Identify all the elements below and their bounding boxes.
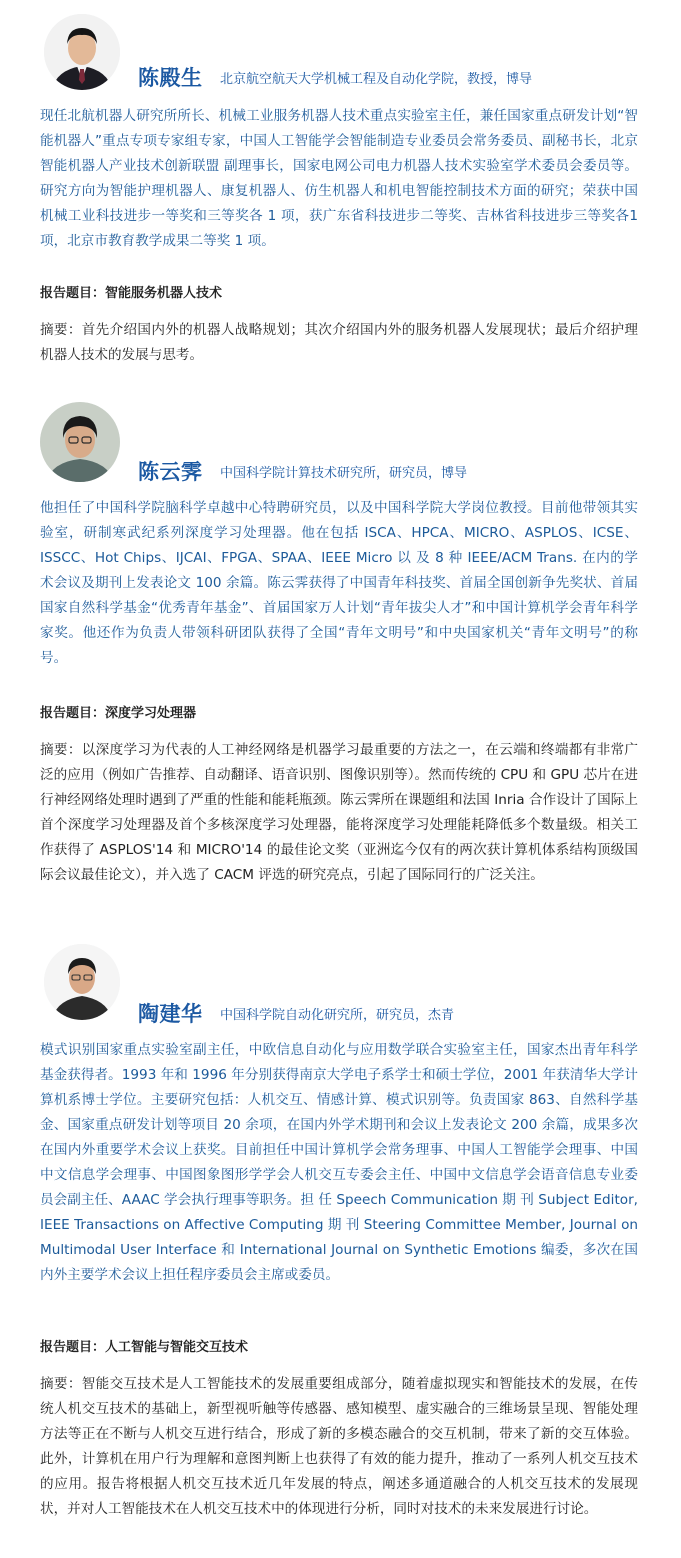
avatar — [44, 14, 120, 90]
speaker-name: 陶建华 — [138, 1002, 203, 1026]
avatar — [44, 944, 120, 1020]
speaker-name: 陈云霁 — [138, 460, 203, 484]
speaker-affiliation: 中国科学院计算技术研究所，研究员，博导 — [220, 466, 468, 481]
speaker-affiliation: 北京航空航天大学机械工程及自动化学院，教授，博导 — [220, 72, 533, 87]
speaker-bio: 现任北航机器人研究所所长、机械工业服务机器人技术重点实验室主任，兼任国家重点研发计划“智能机器人”重点专项专家组专家，中国人工智能学会智能制造专业委员会常务委员、副秘书长，北京智能机器人产业技术创新联盟 副理事长，国家电网公司电力机器人技术实验室学术委员会委员等。研究方向为智能护理机器人、康复机器人、仿生机器人和机电智能控制技术方面的研究；荣获中国机械工业科技进步一等奖和三等奖各 1 项，获广东省科技进步二等奖、吉林省科技进步三等奖各1项，北京市教育教学成果二等奖 1 项。 — [40, 108, 638, 249]
report-topic: 报告题目：人工智能与智能交互技术 — [40, 1340, 249, 1355]
speaker-bio: 模式识别国家重点实验室副主任，中欧信息自动化与应用数学联合实验室主任，国家杰出青年科学基金获得者。1993 年和 1996 年分别获得南京大学电子系学士和硕士学位，2001 年获清华大学计算机系博士学位。主要研究包括：人机交互、情感计算、模式识别等。负责国家 863、自然科学基金、国家重点研发计划等项目 20 余项，在国内外学术期刊和会议上发表论文 200 余篇，成果多次在国内外重要学术会议上获奖。目前担任中国计算机学会常务理事、中国人工智能学会理事、中国中文信息学会理事、中国图象图形学学会人机交互专委会主任、中国中文信息学会语音信息专业委员会副主任、AAAC 学会执行理事等职务。担 任 Speech Communication 期 刊 Subject Editor, IEEE Transactions on Affective Computing 期 刊 Steering Committee Member, Journal on Multimodal User Interface 和 International Journal on Synthetic Emotions 编委，多次在国内外主要学术会议上担任程序委员会主席或委员。 — [40, 1042, 638, 1283]
report-abstract: 摘要：首先介绍国内外的机器人战略规划；其次介绍国内外的服务机器人发展现状；最后介绍护理机器人技术的发展与思考。 — [40, 322, 638, 363]
report-topic: 报告题目：深度学习处理器 — [40, 706, 197, 721]
avatar — [40, 402, 120, 482]
report-topic: 报告题目：智能服务机器人技术 — [40, 286, 223, 301]
report-abstract: 摘要：智能交互技术是人工智能技术的发展重要组成部分，随着虚拟现实和智能技术的发展，在传统人机交互技术的基础上，新型视听触等传感器、感知模型、虚实融合的三维场景呈现、智能处理方法等正在不断与人机交互进行结合，形成了新的多模态融合的交互机制，带来了新的交互体验。此外，计算机在用户行为理解和意图判断上也获得了有效的能力提升，推动了一系列人机交互技术的应用。报告将根据人机交互技术近几年发展的特点，阐述多通道融合的人机交互技术的发展现状，并对人工智能技术在人机交互技术中的体现进行分析，同时对技术的未来发展进行讨论。 — [40, 1376, 638, 1517]
speaker-affiliation: 中国科学院自动化研究所，研究员，杰青 — [220, 1008, 455, 1023]
report-abstract: 摘要：以深度学习为代表的人工神经网络是机器学习最重要的方法之一，在云端和终端都有非常广泛的应用（例如广告推荐、自动翻译、语音识别、图像识别等）。然而传统的 CPU 和 GPU 芯片在进行神经网络处理时遇到了严重的性能和能耗瓶颈。陈云霁所在课题组和法国 Inria 合作设计了国际上首个深度学习处理器及首个多核深度学习处理器，能将深度学习处理能耗降低多个数量级。相关工作获得了 ASPLOS'14 和 MICRO'14 的最佳论文奖（亚洲迄今仅有的两次获计算机体系结构顶级国际会议最佳论文），并入选了 CACM 评选的研究亮点，引起了国际同行的广泛关注。 — [40, 742, 638, 883]
speaker-bio: 他担任了中国科学院脑科学卓越中心特聘研究员，以及中国科学院大学岗位教授。目前他带领其实验室，研制寒武纪系列深度学习处理器。他在包括 ISCA、HPCA、MICRO、ASPLOS、ICSE、ISSCC、Hot Chips、IJCAI、FPGA、SPAA、IEEE Micro 以 及 8 种 IEEE/ACM Trans. 在内的学术会议及期刊上发表论文 100 余篇。陈云霁获得了中国青年科技奖、首届全国创新争先奖状、首届国家自然科学基金“优秀青年基金”、首届国家万人计划“青年拔尖人才”和中国计算机学会青年科学家奖。他还作为负责人带领科研团队获得了全国“青年文明号”和中央国家机关“青年文明号”的称号。 — [40, 500, 638, 666]
speaker-name: 陈殿生 — [138, 66, 203, 90]
